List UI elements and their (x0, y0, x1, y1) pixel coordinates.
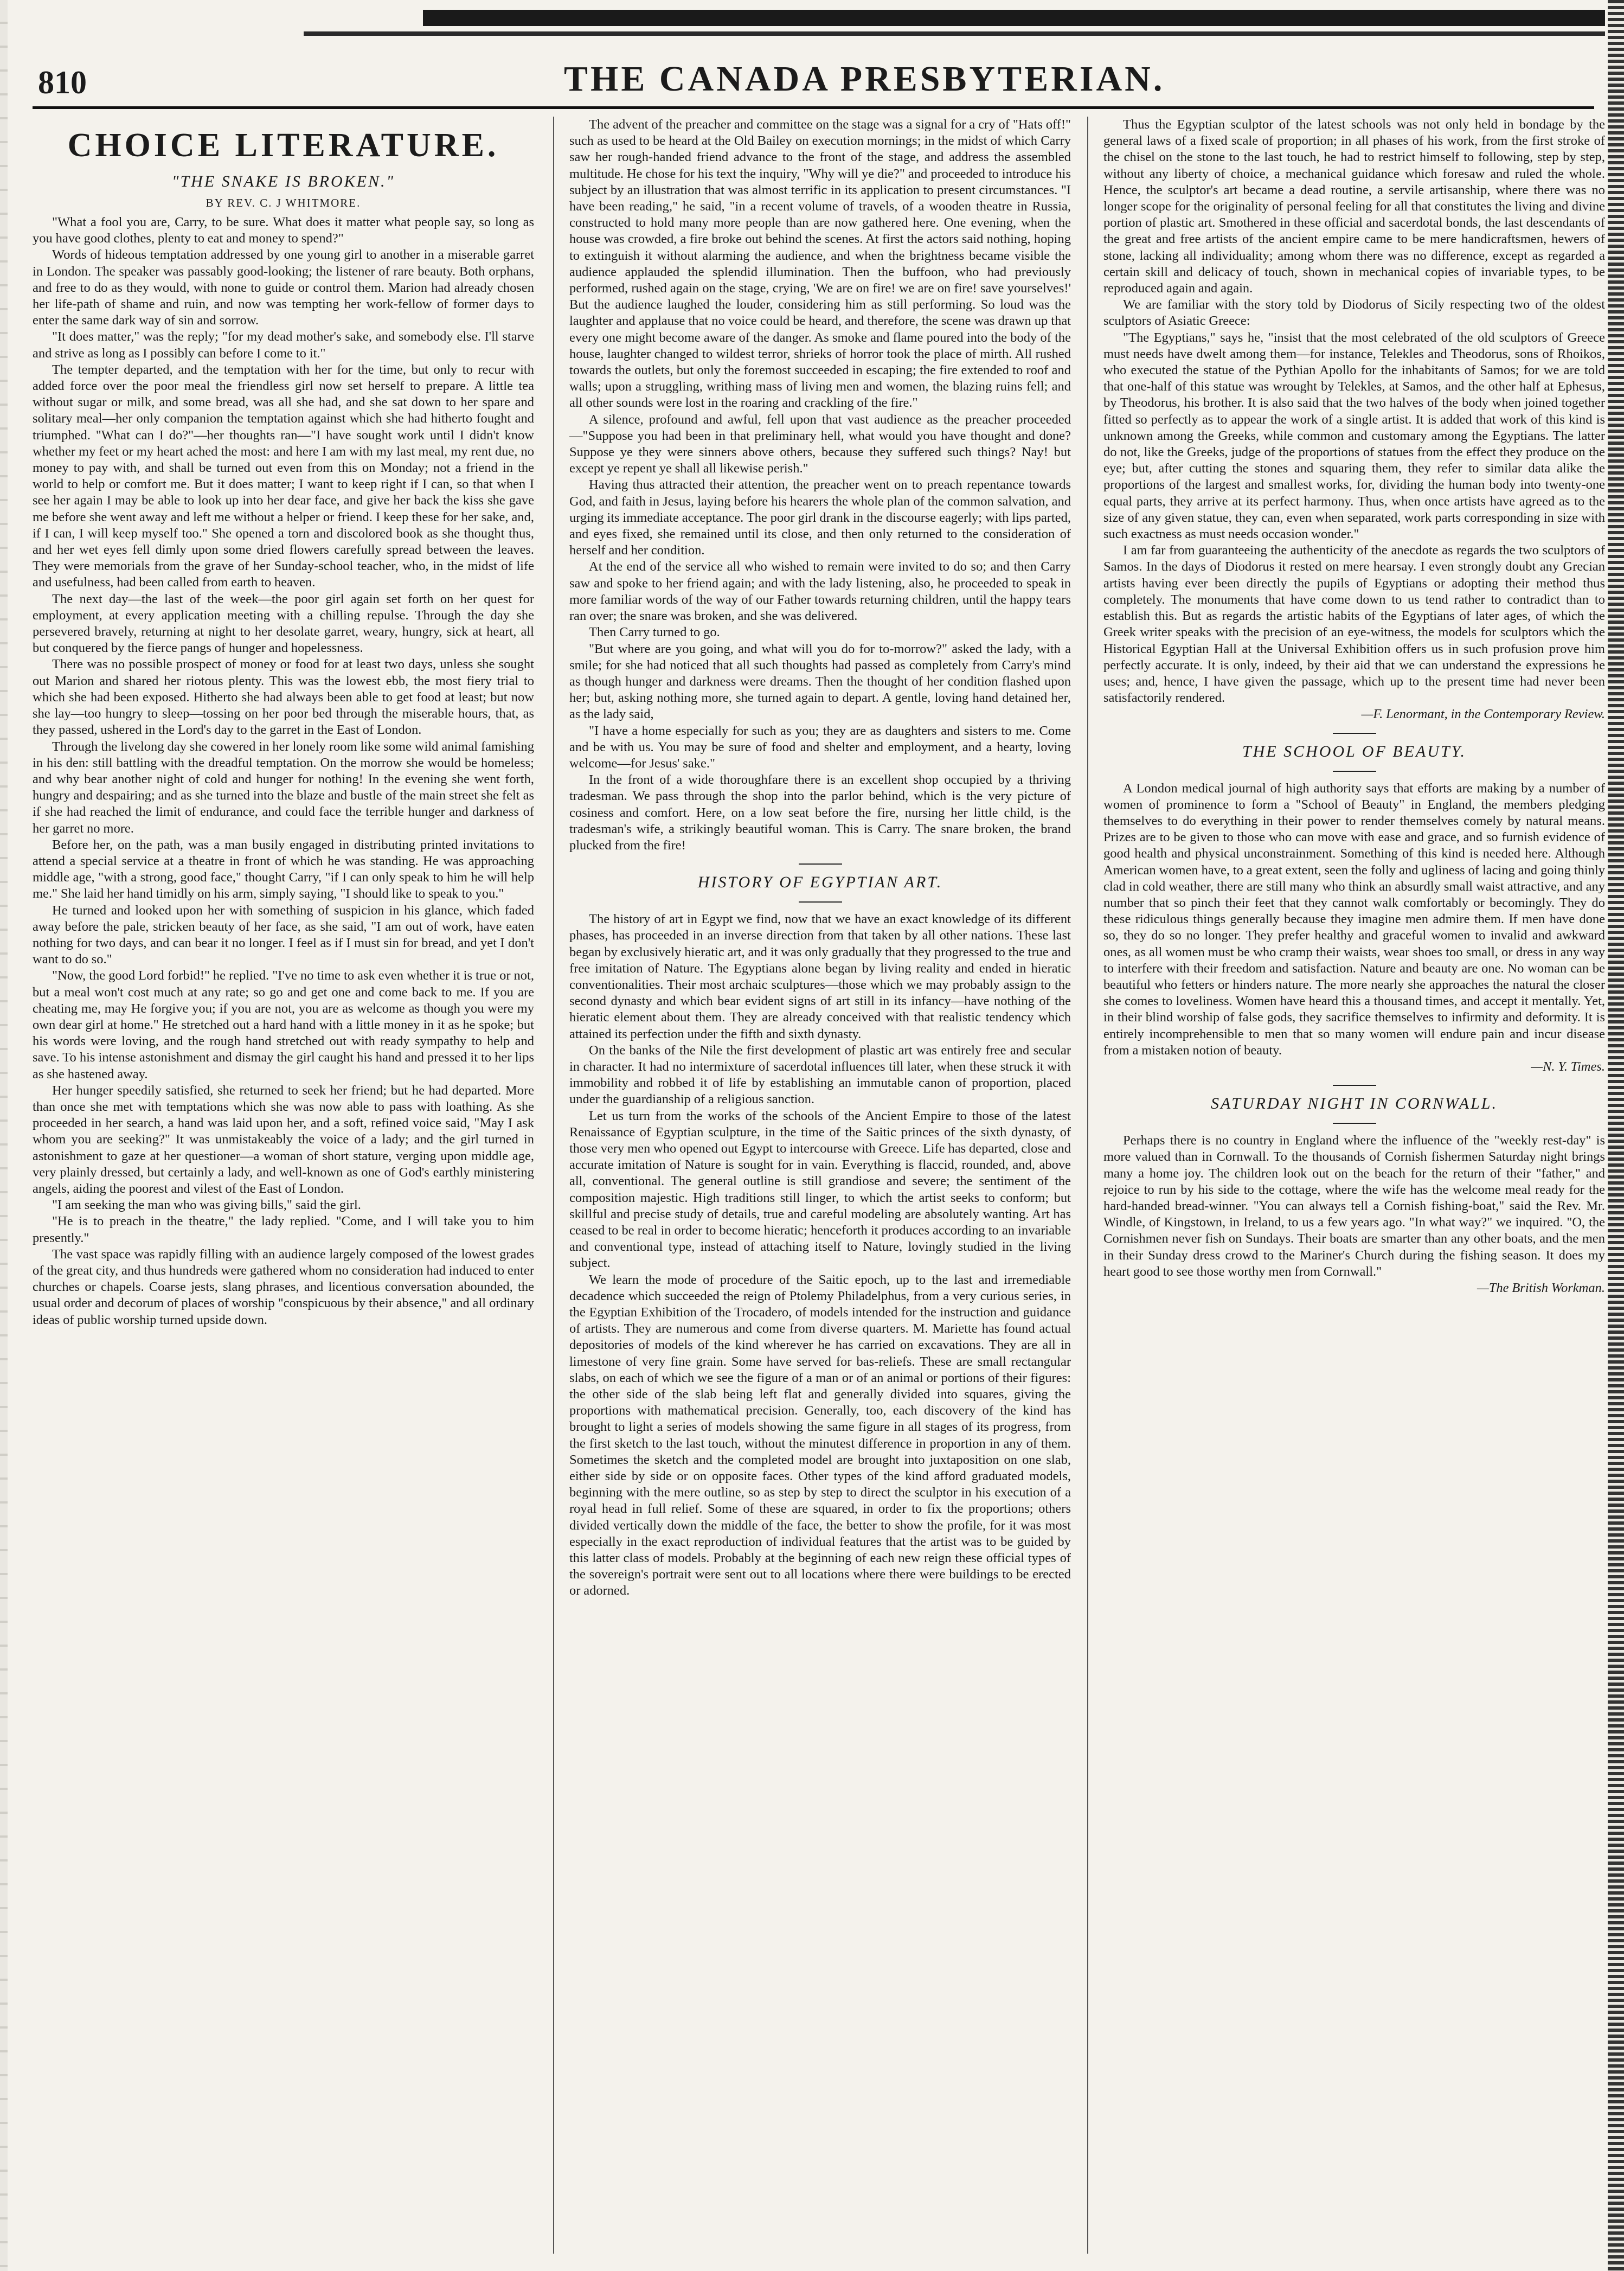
title-rule (1333, 771, 1376, 772)
article-paragraph: Words of hideous temptation addressed by one young girl to another in a miserable garret in London. The speaker was passably good-looking; the listener of rare beauty. Both orphans, and free to do as they would, with none to guide or control them. Marion had already chosen her life-path of shame and ruin, and now was tempting her work-fellow of former days to enter the same dark way of sin and sorrow. (33, 247, 534, 328)
article-paragraph: The tempter departed, and the temptation with her for the time, but only to recur with added force over the poor meal the friendless girl now set herself to prepare. A little tea without sugar or milk, and some bread, was all she had, and she sat down to her spare and solitary meal—her only companion the temptation against which she had hitherto fought and triumphed. "What can I do?"—her thoughts ran—"I have sought work until I didn't know whether my feet or my heart ached the most: and here I am with my last meal, my rent due, no money to pay with, and shall be turned out even from this on Monday; not a friend in the world to help or comfort me. But it does matter; I want to keep right if I can, so that when I see her again I may be able to look up into her dear face, and give her back the kiss she gave me before she went away and left me without a helper or friend. I keep these for her sake, and, if I can, I will keep myself too." She opened a torn and discolored book as she thought thus, and her wet eyes fell dimly upon some dried flowers carefully spread between the leaves. They were memorials from the grave of her Sunday-school teacher, who, in the midst of life and usefulness, had been called from earth to heaven. (33, 362, 534, 590)
top-border-rule (423, 10, 1605, 26)
article-paragraph: In the front of a wide thoroughfare there is an excellent shop occupied by a thriving tradesman. We pass through the shop into the parlor behind, which is the very picture of cosiness and comfort. Here, on a low seat before the fire, nursing her little child, is the tradesman's wife, a strikingly beautiful woman. This is Carry. The snare broken, the brand plucked from the fire! (569, 772, 1071, 853)
left-page-edge (0, 0, 8, 2271)
article-paragraph: A London medical journal of high authority says that efforts are making by a number of women of prominence to form a "School of Beauty" in England, the members pledging themselves to do everything in their power to render themselves comely by natural means. Prizes are to be given to those who can move with ease and grace, and so furnish evidence of good health and physical unconstrainment. Something of this kind is needed here. Although American women have, to a great extent, seen the folly and ugliness of lacing and going thinly clad in cold weather, there are still many who think an absurdly small waist attractive, and any number that so pinch their feet that they cannot walk comfortably or becomingly. They do these ridiculous things generally because they imagine men admire them. If men have done so, they do so no longer. They prefer healthy and graceful women to invalid and awkward ones, as all women must be who cramp their waists, wear shoes too small, or dress in any way to interfere with their freedom and satisfaction. Nature and beauty are one. No woman can be beautiful who fetters or hinders nature. The more nearly she approaches the natural the closer she comes to loveliness. Women have heard this a thousand times, and accept it mentally. Yet, in their blind worship of false gods, they sacrifice themselves to infirmity and deformity. It is entirely incomprehensible to men that so many women will endure pain and incur disease from a mistaken notion of beauty. (1103, 781, 1605, 1058)
article-paragraph: "I have a home especially for such as you; they are as daughters and sisters to me. Come and be with us. You may be sure of food and shelter and employment, and a hearty, loving welcome—for Jesus' sake." (569, 723, 1071, 771)
header-rule (33, 106, 1594, 109)
article-paragraph: Having thus attracted their attention, the preacher went on to preach repentance towards God, and faith in Jesus, laying before his hearers the whole plan of the common salvation, and urging its immediate acceptance. The poor girl drank in the discourse eagerly; with lips parted, and eyes fixed, she remained until its close, and then only returned to the consideration of herself and her condition. (569, 477, 1071, 558)
title-rule (1333, 1123, 1376, 1124)
article-body (33, 214, 534, 1328)
section-heading: CHOICE LITERATURE. (67, 127, 499, 164)
article-paragraph: We learn the mode of procedure of the Saitic epoch, up to the last and irremediable decadence which succeeded the reign of Ptolemy Philadelphus, from a very curious series, in the Egyptian Exhibition of the Trocadero, of models intended for the instruction and guidance of artists. They are numerous and come from diverse quarters. M. Mariette has found actual depositories of models of the kind wherever he has carried on excavations. They are all in limestone of very fine grain. Some have served for bas-reliefs. These are small rectangular slabs, on each of which we see the figure of a man or of an animal or portions of their figures: the other side of the slab being left flat and generally divided into squares, giving the proportions with mathematical precision. Generally, too, each discovery of the kind has brought to light a series of models showing the same figure in all stages of its progress, from the first sketch to the last touch, without the minutest difference in proportion in any of them. Sometimes the sketch and the completed model are brought into juxtaposition on one slab, either side by side or on opposite faces. Other types of the kind afford graduated models, beginning with the mere outline, so as step by step to direct the sculptor in his execution of a royal head in full relief. Some of these are squared, in order to fix the proportions; others divided vertically down the middle of the face, the better to show the profile, for it was most especially in the exact reproduction of individual features that the artist was to be guided by this latter class of models. Probably at the beginning of each new reign these official types of the sovereign's portrait were sent out to all locations where there were buildings to be erected or adorned. (569, 1272, 1071, 1598)
article-body-continued (569, 117, 1071, 854)
column-1 (33, 117, 534, 2260)
article-paragraph: A silence, profound and awful, fell upon that vast audience as the preacher proceeded—"Suppose you had been in that preliminary hell, what would you have thought and done? Suppose ye they were sinners above others, because they suffered such things? Nay! but except ye repent ye shall all likewise perish." (569, 412, 1071, 476)
article-paragraph: Her hunger speedily satisfied, she returned to seek her friend; but he had departed. More than once she met with temptations which she was now able to pass with loathing. As she proceeded in her search, a hand was laid upon her, and a soft, refined voice said, "May I ask whom you are seeking?" It was unmistakeably the voice of a lady; and the girl turned in astonishment to gaze at her questioner—a woman of short stature, verging upon middle age, very plainly dressed, but certainly a lady, and well-known as one of God's earthly ministering angels, aiding the poorest and vilest of the East of London. (33, 1083, 534, 1196)
article-paragraph: "Now, the good Lord forbid!" he replied. "I've no time to ask even whether it is true or not, but a meal won't cost much at any rate; so go and get one and come back to me. If you are cheating me, may He forgive you; if you are not, you are as welcome as though you were my own dear girl at home." He stretched out a hard hand with a little money in it as he spoke; but his words were loving, and the rough hand stretched out with ready sympathy to help and save. To his intense astonishment and dismay the girl caught his hand and pressed it to her lips as she hastened away. (33, 968, 534, 1082)
article-paragraph: "The Egyptians," says he, "insist that the most celebrated of the old sculptors of Greece must needs have dwelt among them—for instance, Telekles and Theodorus, sons of Rhoikos, who executed the statue of the Pythian Apollo for the inhabitants of Samos; for we are told that one-half of this statue was wrought by Telekles, at Samos, and the other half at Ephesus, by Theodorus, his brother. It is also said that the two halves of the body when joined together fitted so perfectly as to appear the work of a single artist. It is added that work of this kind is unknown among the Greeks, while common and customary among the Egyptians. The latter do not, like the Greeks, judge of the proportions of statues from the effect they produce on the eye; but, after cutting the stones and squaring them, they refer to similar data alike the proportions of the largest and smallest works, for, dividing the human body into twenty-one equal parts, they arrive at its perfect harmony. Thus, when once artists have agreed as to the size of any given statue, they can, even when separated, work parts corresponding in size with such exactness as must needs occasion wonder." (1103, 330, 1605, 542)
article-body-continued (1103, 117, 1605, 706)
article-credit: —The British Workman. (1477, 1281, 1605, 1295)
article-paragraph: I am far from guaranteeing the authenticity of the anecdote as regards the two sculptors of Samos. In the days of Diodorus it rested on mere hearsay. I even strongly doubt any Grecian artists having ever been directly the pupils of Egyptians or adopting their method thus completely. The monuments that have come down to us tend rather to contradict than to establish this. But as regards the artistic habits of the Egyptians of later ages, of which the Greek writer speaks with the precision of an eye-witness, the models for sculptors which the Historical Egyptian Hall at the Universal Exhibition offers us in such profusion prove him perfectly accurate. It is only, indeed, by their aid that we can understand the expressions he uses; and, hence, I have given the passage, which up to the present time had never been satisfactorily rendered. (1103, 543, 1605, 706)
right-page-edge (1608, 0, 1624, 2271)
title-rule (1333, 733, 1376, 734)
article-title: HISTORY OF EGYPTIAN ART. (697, 873, 943, 892)
title-rule (799, 863, 842, 865)
article-paragraph: "But where are you going, and what will you do for to-morrow?" asked the lady, with a smile; for she had noticed that all such thoughts had passed as completely from Carry's mind as though hunger and darkness were dreams. Then the thought of her condition flashed upon her; but, asking nothing more, she turned again to depart. A gentle, loving hand detained her, as the lady said, (569, 641, 1071, 722)
article-paragraph: On the banks of the Nile the first development of plastic art was entirely free and secular in character. It had no intermixture of sacerdotal influences till later, when these struck it with immobility and robbed it of life by establishing an immutable canon of proportion, placed under the guardianship of a religious sanction. (569, 1042, 1071, 1107)
article-paragraph: "I am seeking the man who was giving bills," said the girl. (52, 1198, 361, 1213)
column-separator (1087, 117, 1088, 2254)
article-paragraph: He turned and looked upon her with something of suspicion in his glance, which faded away before the pale, stricken beauty of her face, as she said, "I am out of work, have eaten nothing for two days, and can bear it no longer. I feel as if I must sin for bread, and yet I don't want to do so." (33, 903, 534, 967)
article-paragraph: The advent of the preacher and committee on the stage was a signal for a cry of "Hats off!" such as used to be heard at the Old Bailey on execution mornings; in the midst of which Carry saw her rough-handed friend advance to the front of the stage, and address the assembled multitude. He chose for his text the inquiry, "Why will ye die?" and proceeded to introduce his subject by an illustration that was almost terrific in its application to present circumstances. "I have been reading," he said, "in a recent volume of travels, of a wooden theatre in Russia, constructed to hold many more people than are now gathered here. One evening, when the house was crowded, a fire broke out behind the scenes. At first the actors said nothing, hoping to extinguish it without alarming the audience, and when the brightness became visible the audience applauded the splendid illumination. Then the buffoon, who had previously performed, rushed again on the stage, crying, 'We are on fire! we are on fire! save yourselves!' But the audience laughed the louder, considering him as still performing. So loud was the laughter and applause that no voice could be heard, and therefore, the scene was drawn up that every one might become aware of the danger. As smoke and flame poured into the body of the house, laughter changed to wildest terror, shrieks of horror took the place of mirth. All rushed towards the outlets, but only the foremost succeeded in escaping; the fire extended to roof and walls; upon a struggling, writhing mass of living men and women, the blazing ruins fell; and all other sounds were lost in the roaring and crackling of the fire." (569, 117, 1071, 411)
article-paragraph: "It does matter," was the reply; "for my dead mother's sake, and somebody else. I'll starve and strive as long as I possibly can before I come to it." (33, 329, 534, 361)
article-body (1103, 1133, 1605, 1280)
article-paragraph: Perhaps there is no country in England where the influence of the "weekly rest-day" is more valued than in Cornwall. To the thousands of Cornish fishermen Saturday night brings many a home joy. The children look out on the beach for the return of their "father," and rejoice to run by his side to the cottage, where the wife has the welcome meal ready for the hard-handed bread-winner. "You can always tell a Cornish fishing-boat," said the Rev. Mr. Windle, of Kingstown, in Ireland, to us a few years ago. "In what way?" we inquired. "O, the Cornishmen never fish on Sundays. Their boats are smarter than any other boats, and the men in their Sunday dress crowd to the Mariner's Church during the fishing season. It does my heart good to see those worthy men from Cornwall." (1103, 1133, 1605, 1279)
article-paragraph: There was no possible prospect of money or food for at least two days, unless she sought out Marion and shared her riotous plenty. This was the lowest ebb, the most fiery trial to which she had been exposed. Hitherto she had always been able to get food at least; but now she lay—too hungry to sleep—tossing on her poor bed through the miserable hours, that, as they passed, ushered in the Lord's day to the garret in the East of London. (33, 657, 534, 738)
page-number: 810 (38, 65, 87, 100)
article-title: SATURDAY NIGHT IN CORNWALL. (1211, 1095, 1498, 1113)
masthead-title: THE CANADA PRESBYTERIAN. (564, 59, 1165, 99)
article-paragraph: The vast space was rapidly filling with an audience largely composed of the lowest grades of the great city, and thus hundreds were gathered whom no consideration had induced to enter churches or chapels. Coarse jests, slang phrases, and licentious conversation abounded, the usual order and decorum of places of worship "conspicuous by their absence," and all ordinary ideas of public worship turned upside down. (33, 1246, 534, 1327)
article-title: THE SCHOOL OF BEAUTY. (1242, 742, 1467, 760)
column-2 (569, 117, 1071, 2260)
title-rule (799, 901, 842, 903)
article-body (1103, 781, 1605, 1059)
title-rule (1333, 1085, 1376, 1086)
article-title: "THE SNAKE IS BROKEN." (171, 172, 395, 190)
column-3 (1103, 117, 1605, 2260)
article-paragraph: Through the livelong day she cowered in her lonely room like some wild animal famishing in his den: still battling with the dreadful temptation. On the morrow she would be homeless; and why bear another night of cold and hunger for nothing! In the evening she went forth, hungry and despairing; and as she turned into the blaze and bustle of the main street she felt as if she had reached the limit of endurance, and could face the terrible hunger and darkness of her garret no more. (33, 739, 534, 836)
article-paragraph: At the end of the service all who wished to remain were invited to do so; and then Carry saw and spoke to her friend again; and with the lady listening, also, he proceeded to speak in more familiar words of the way of our Father towards returning children, until the happy tears ran over; the snare was broken, and she was delivered. (569, 559, 1071, 624)
article-paragraph: Let us turn from the works of the schools of the Ancient Empire to those of the latest Renaissance of Egyptian sculpture, in the time of the Saitic princes of the sixth dynasty, of those very men who opened out Egypt to intercourse with Greece. Life has departed, close and accurate imitation of Nature is sought for in vain. Everything is flaccid, rounded, and, above all, conventional. The general outline is still grandiose and severe; the sentiment of the composition majestic. High traditions still linger, to which the artist seeks to conform; but skillful and precise study of details, true and careful modeling are absolutely wanting. Art has ceased to be real in order to become hieratic; henceforth it produces according to an invariable and conventional type, instead of attaching itself to Nature, lovingly studied in the living subject. (569, 1108, 1071, 1271)
top-border-rule-thin (304, 31, 1605, 36)
column-separator (553, 117, 554, 2254)
article-paragraph: The history of art in Egypt we find, now that we have an exact knowledge of its different phases, has proceeded in an inverse direction from that taken by all other nations. These last began by exclusively hieratic art, and it was only gradually that they progressed to the true and free imitation of Nature. The Egyptians alone began by living reality and ended in hieratic conventionalities. Their most archaic sculptures—those which we may probably assign to the second dynasty and which bear evident signs of art still in its infancy—have nothing of the hieratic element about them. They are already conceived with that realistic tendency which attained its perfection under the fifth and sixth dynasty. (569, 912, 1071, 1041)
article-paragraph: We are familiar with the story told by Diodorus of Sicily respecting two of the oldest sculptors of Asiatic Greece: (1103, 297, 1605, 329)
article-paragraph: Thus the Egyptian sculptor of the latest schools was not only held in bondage by the general laws of a fixed scale of proportion; in all phases of his work, from the first stroke of the chisel on the stone to the last touch, he had to restrict himself to following, step by step, without any liberty of choice, a mechanical guidance which foresaw and ruled the whole. Hence, the sculptor's art became a dead routine, a servile artisanship, where there was no longer scope for the originality of personal feeling for all that constitutes the living and divine portion of plastic art. Smothered in these official and sacerdotal bonds, the last descendants of the great and free artists of the ancient empire came to be mere handicraftsmen, hewers of stone, lacking all individuality; among whom there was no difference, except as regarded a certain skill and delicacy of touch, shown in mechanical copies of invariable types, to be reproduced again and again. (1103, 117, 1605, 296)
article-paragraph: "He is to preach in the theatre," the lady replied. "Come, and I will take you to him presently." (33, 1214, 534, 1245)
article-paragraph: Before her, on the path, was a man busily engaged in distributing printed invitations to attend a special service at a theatre in front of which he was standing. He was approaching middle age, "with a strong, good face," thought Carry, "if I can only speak to him he will help me." She laid her hand timidly on his arm, simply saying, "I should like to speak to you." (33, 837, 534, 901)
article-credit: —F. Lenormant, in the Contemporary Review. (1361, 707, 1605, 722)
article-byline: BY REV. C. J WHITMORE. (206, 196, 361, 209)
article-paragraph: The next day—the last of the week—the poor girl again set forth on her quest for employment, at every application meeting with a chilling repulse. Through the day she persevered bravely, returning at night to her desolate garret, weary, hungry, sick at heart, all but conquered by the fierce pangs of hunger and hopelessness. (33, 591, 534, 656)
article-body (569, 911, 1071, 1600)
article-paragraph: "What a fool you are, Carry, to be sure. What does it matter what people say, so long as you have good clothes, plenty to eat and money to spend?" (33, 215, 534, 246)
article-paragraph: Then Carry turned to go. (589, 625, 720, 640)
article-credit: —N. Y. Times. (1531, 1059, 1605, 1074)
